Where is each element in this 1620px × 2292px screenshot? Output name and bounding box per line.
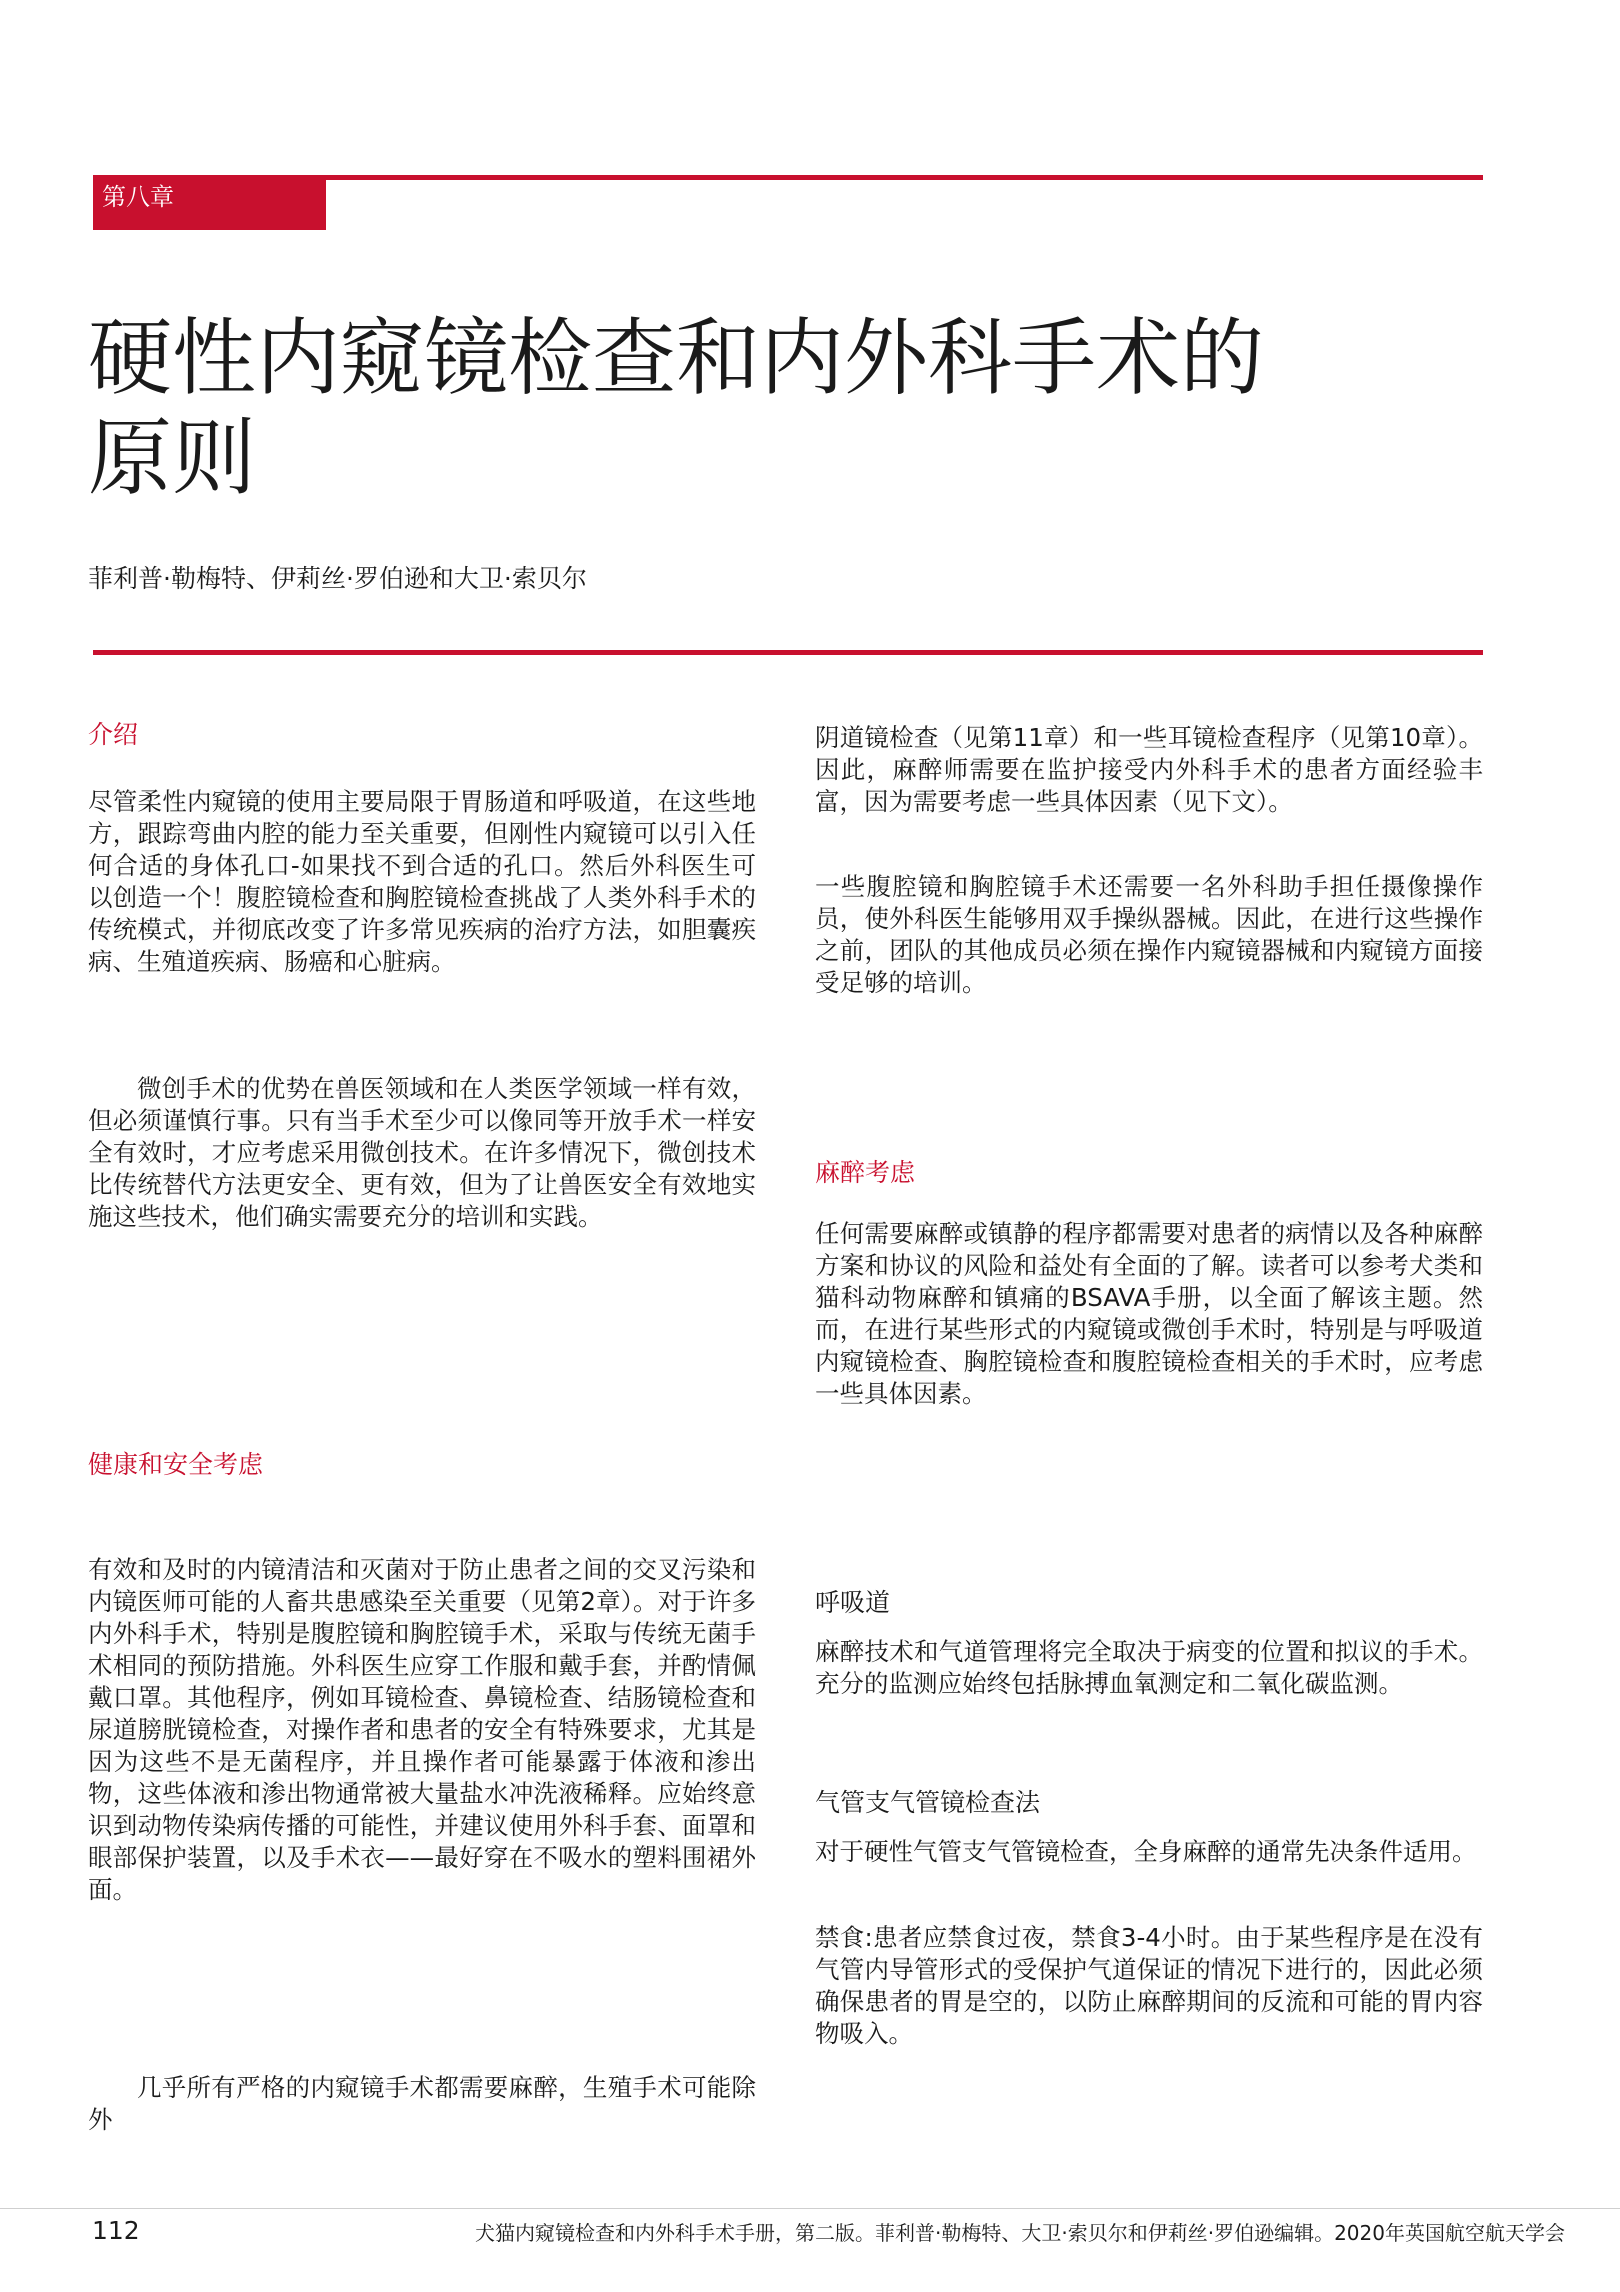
footer-citation: 犬猫内窥镜检查和内外科手术手册，第二版。菲利普·勒梅特、大卫·索贝尔和伊莉丝·罗伯逊编辑。2020年英国航空航天学会: [475, 2221, 1565, 2245]
continued-paragraph-1: 阴道镜检查（见第11章）和一些耳镜检查程序（见第10章）。因此，麻醉师需要在监护接受内外科手术的患者方面经验丰富，因为需要考虑一些具体因素（见下文）。: [815, 723, 1483, 816]
bronchoscopy-heading: 气管支气管镜检查法: [815, 1788, 1041, 1817]
intro-heading: 介绍: [88, 720, 139, 749]
footer-divider: [0, 2208, 1620, 2209]
title-line-2: 原则: [88, 409, 257, 507]
respiratory-paragraph: 麻醉技术和气道管理将完全取决于病变的位置和拟议的手术。充分的监测应始终包括脉搏血氧测定和二氧化碳监测。: [815, 1637, 1483, 1698]
intro-paragraph-1: 尽管柔性内窥镜的使用主要局限于胃肠道和呼吸道，在这些地方，跟踪弯曲内腔的能力至关重要，但刚性内窥镜可以引入任何合适的身体孔口-如果找不到合适的孔口。然后外科医生可以创造一个！腹腔镜检查和胸腔镜检查挑战了人类外科手术的传统模式，并彻底改变了许多常见疾病的治疗方法，如胆囊疾病、生殖道疾病、肠癌和心脏病。: [88, 787, 756, 976]
intro-paragraph-2: 微创手术的优势在兽医领域和在人类医学领域一样有效，但必须谨慎行事。只有当手术至少可以像同等开放手术一样安全有效时，才应考虑采用微创技术。在许多情况下，微创技术比传统替代方法更安全、更有效，但为了让兽医安全有效地实施这些技术，他们确实需要充分的培训和实践。: [88, 1074, 756, 1231]
continued-paragraph-2: 一些腹腔镜和胸腔镜手术还需要一名外科助手担任摄像操作员，使外科医生能够用双手操纵器械。因此，在进行这些操作之前，团队的其他成员必须在操作内窥镜器械和内窥镜方面接受足够的培训。: [815, 872, 1483, 997]
health-safety-paragraph-2: 几乎所有严格的内窥镜手术都需要麻醉，生殖手术可能除外: [88, 2073, 756, 2134]
health-safety-heading: 健康和安全考虑: [88, 1450, 264, 1479]
health-safety-paragraph-1: 有效和及时的内镜清洁和灭菌对于防止患者之间的交叉污染和内镜医师可能的人畜共患感染至关重要（见第2章）。对于许多内外科手术，特别是腹腔镜和胸腔镜手术，采取与传统无菌手术相同的预防措施。外科医生应穿工作服和戴手套，并酌情佩戴口罩。其他程序，例如耳镜检查、鼻镜检查、结肠镜检查和尿道膀胱镜检查，对操作者和患者的安全有特殊要求，尤其是因为这些不是无菌程序，并且操作者可能暴露于体液和渗出物，这些体液和渗出物通常被大量盐水冲洗液稀释。应始终意识到动物传染病传播的可能性，并建议使用外科手套、面罩和眼部保护装置，以及手术衣——最好穿在不吸水的塑料围裙外面。: [88, 1555, 756, 1904]
chapter-label: 第八章: [102, 183, 174, 211]
bronchoscopy-paragraph-2: 禁食:患者应禁食过夜，禁食3-4小时。由于某些程序是在没有气管内导管形式的受保护气道保证的情况下进行的，因此必须确保患者的胃是空的，以防止麻醉期间的反流和可能的胃内容物吸入。: [815, 1923, 1483, 2048]
page-title: [88, 308, 1388, 508]
title-line-1: 硬性内窥镜检查和内外科手术的: [88, 309, 1265, 407]
header-divider: [93, 650, 1483, 655]
bronchoscopy-paragraph-1: 对于硬性气管支气管镜检查，全身麻醉的通常先决条件适用。: [815, 1837, 1477, 1866]
anaesthesia-paragraph: 任何需要麻醉或镇静的程序都需要对患者的病情以及各种麻醉方案和协议的风险和益处有全面的了解。读者可以参考犬类和猫科动物麻醉和镇痛的BSAVA手册，以全面了解该主题。然而，在进行某些形式的内窥镜或微创手术时，特别是与呼吸道内窥镜检查、胸腔镜检查和腹腔镜检查相关的手术时，应考虑一些具体因素。: [815, 1219, 1483, 1408]
authors: 菲利普·勒梅特、伊莉丝·罗伯逊和大卫·索贝尔: [88, 564, 587, 593]
page-number: 112: [92, 2216, 140, 2245]
anaesthesia-heading: 麻醉考虑: [815, 1158, 916, 1187]
respiratory-heading: 呼吸道: [815, 1588, 891, 1617]
